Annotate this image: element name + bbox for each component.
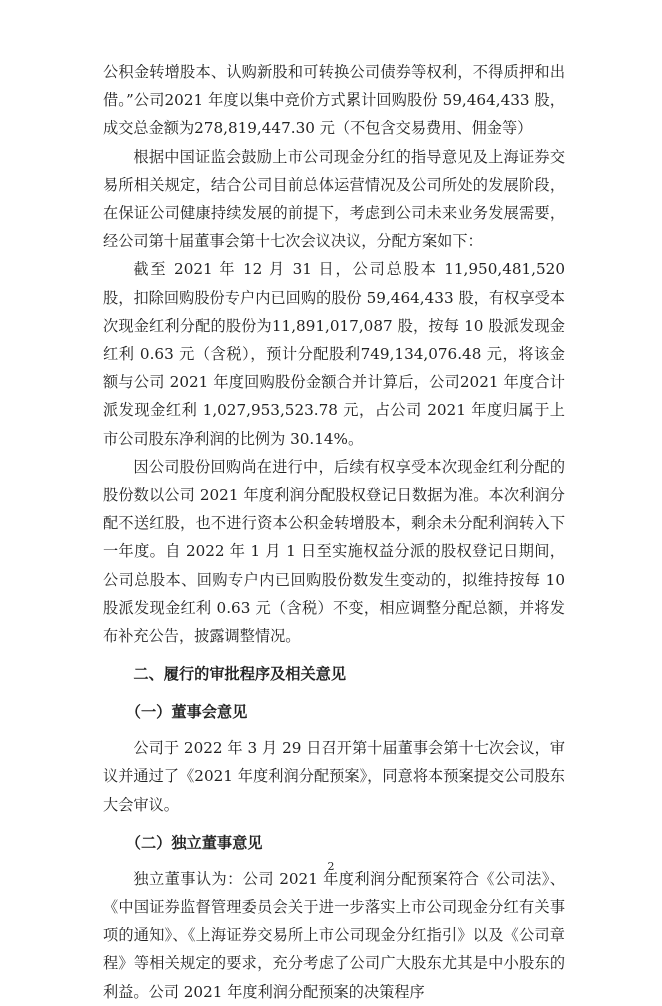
paragraph-distribution-plan: 截至 2021 年 12 月 31 日，公司总股本 11,950,481,520 股，扣除回购股份专户内已回购的股份 59,464,433 股，有权享受本次现金红利分配的股份为11,891,017,087 股，按每 10 股派发现金红利 0.63 元（含税），预计分配股利749,134,076.48 元，将该金额与公司 2021 年度回购股份金额合并计算后，公司2021 年度合计派发现金红利 1,027,953,523.78 元，占公司 2021 年度归属于上市公司股东净利润的比例为 30.14%。 xyxy=(103,260,565,448)
paragraph-adjustment: 因公司股份回购尚在进行中，后续有权享受本次现金红利分配的股份数以公司 2021 年度利润分配股权登记日数据为准。本次利润分配不送红股，也不进行资本公积金转增股本，剩余未分配利润转入下一年度。自 2022 年 1 月 1 日至实施权益分派的股权登记日期间，公司总股本、回购专户内已回购股份数发生变动的，拟维持按每 10 股派发现金红利 0.63 元（含税）不变，相应调整分配总额，并将发布补充公告，披露调整情况。 xyxy=(103,457,565,646)
paragraph-board-opinion: 公司于 2022 年 3 月 29 日召开第十届董事会第十七次会议，审议并通过了《2021 年度利润分配预案》，同意将本预案提交公司股东大会审议。 xyxy=(103,739,565,814)
paragraph-independent-opinion: 独立董事认为：公司 2021 年度利润分配预案符合《公司法》、《中国证券监督管理委员会关于进一步落实上市公司现金分红有关事项的通知》、《上海证券交易所上市公司现金分红指引》以及《公司章程》等相关规定的要求，充分考虑了公司广大股东尤其是中小股东的利益。公司 2021 年度利润分配预案的决策程序 xyxy=(103,869,565,1001)
page-number: 2 xyxy=(327,860,335,873)
subsection-heading-independent-directors: （二）独立董事意见 xyxy=(125,833,263,852)
section-heading-approval: 二、履行的审批程序及相关意见 xyxy=(133,665,347,684)
paragraph-basis: 根据中国证监会鼓励上市公司现金分红的指导意见及上海证券交易所相关规定，结合公司目前总体运营情况及公司所处的发展阶段，在保证公司健康持续发展的前提下，考虑到公司未来业务发展需要，经公司第十届董事会第十七次会议决议，分配方案如下： xyxy=(103,147,565,251)
paragraph-buyback-continued: 公积金转增股本、认购新股和可转换公司债券等权利，不得质押和出借。”公司2021 年度以集中竞价方式累计回购股份 59,464,433 股，成交总金额为278,819,447.30 元（不包含交易费用、佣金等） xyxy=(103,63,565,138)
subsection-heading-board: （一）董事会意见 xyxy=(125,703,248,722)
